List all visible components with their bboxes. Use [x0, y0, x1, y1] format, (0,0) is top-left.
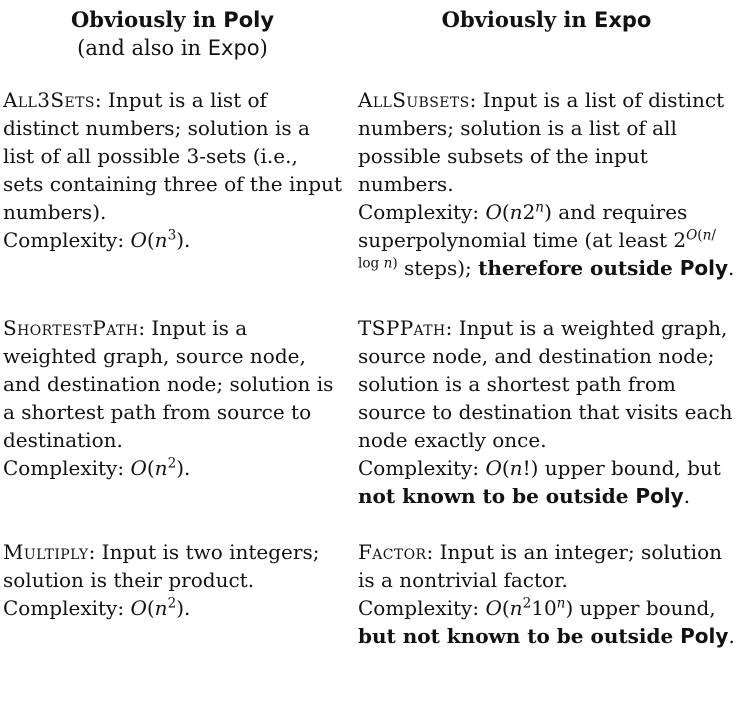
text-segment: (: [146, 228, 155, 252]
text-segment: not known to be outside: [358, 484, 636, 508]
poly-label: Poly: [680, 624, 729, 648]
table-row-3: [0, 538, 737, 650]
problem-description: [3, 538, 342, 594]
text-segment: .: [728, 624, 735, 648]
text-segment: .: [728, 256, 735, 280]
text-segment: ) and requires superpolynomial time (at least: [358, 200, 688, 252]
text-segment: n: [383, 255, 393, 272]
text-segment: ).: [176, 456, 191, 480]
text-segment: steps);: [397, 256, 479, 280]
text-segment: Obviously in: [70, 7, 224, 32]
text-segment: O: [130, 228, 147, 252]
text-segment: n: [556, 595, 566, 612]
text-segment: (: [501, 456, 510, 480]
problem-complexity: [358, 454, 735, 510]
problem-complexity: [3, 594, 342, 622]
problem-cell-shortestpath: [0, 314, 358, 510]
text-segment: n: [154, 596, 168, 620]
text-segment: O: [130, 456, 147, 480]
problem-name: Multiply: [3, 540, 89, 564]
text-segment: 2: [167, 455, 177, 472]
header-left-line1: [3, 6, 342, 34]
text-segment: Complexity:: [358, 456, 486, 480]
text-segment: 2: [522, 595, 532, 612]
problem-name: All3Sets: [3, 88, 95, 112]
text-segment: ).: [176, 596, 191, 620]
text-segment: n: [509, 596, 523, 620]
text-segment: 2: [522, 200, 536, 224]
text-segment: (: [501, 596, 510, 620]
text-segment: but not known to be outside: [358, 624, 681, 648]
text-segment: (: [146, 456, 155, 480]
text-segment: O: [485, 456, 502, 480]
text-segment: !) upper bound, but: [522, 456, 721, 480]
problem-complexity: [358, 198, 735, 282]
text-segment: Complexity:: [358, 200, 486, 224]
problem-name: AllSubsets: [358, 88, 470, 112]
text-segment: ): [392, 255, 398, 272]
problem-name: ShortestPath: [3, 316, 139, 340]
text-segment: n: [154, 456, 168, 480]
text-segment: : Input is a list of distinct numbers; solution is a list of all possible 3-sets (i.e., sets containing three of the input numbers).: [3, 88, 342, 224]
problem-cell-allsubsets: [358, 86, 737, 282]
problem-cell-multiply: [0, 538, 358, 650]
expo-label: Expo: [593, 8, 652, 32]
text-segment: Complexity:: [3, 228, 131, 252]
table-row-1: [0, 86, 737, 282]
problem-description: [3, 314, 342, 454]
text-segment: 2: [673, 228, 687, 252]
text-segment: therefore outside: [478, 256, 680, 280]
text-segment: n: [509, 200, 523, 224]
text-segment: : Input is a list of distinct numbers; solution is a list of all possible subsets of the input numbers.: [358, 88, 725, 196]
text-segment: (: [146, 596, 155, 620]
text-segment: (: [501, 200, 510, 224]
problem-complexity: [358, 594, 735, 650]
text-segment: O: [485, 596, 502, 620]
text-segment: Complexity:: [358, 596, 486, 620]
text-segment: : Input is two integers; solution is their product.: [3, 540, 320, 592]
text-segment: (: [697, 227, 703, 244]
text-segment: O: [130, 596, 147, 620]
text-segment: n: [535, 199, 545, 216]
text-segment: O: [686, 227, 698, 244]
text-segment: ) upper bound,: [565, 596, 716, 620]
problem-name: TSPPath: [358, 316, 446, 340]
header-right-line1: [358, 6, 735, 34]
text-segment: : Input is a weighted graph, source node, and destination node; solution is a shortest path from source to destination.: [3, 316, 334, 452]
problem-description: [3, 86, 342, 226]
poly-label: Poly: [223, 8, 275, 32]
text-segment: n: [509, 456, 523, 480]
header-left-poly: [0, 6, 358, 62]
text-segment: ): [259, 36, 268, 60]
text-segment: (and also in: [77, 36, 208, 60]
text-segment: Obviously in: [441, 7, 594, 32]
text-segment: .: [683, 484, 691, 508]
text-segment: n: [154, 228, 168, 252]
poly-label: Poly: [635, 484, 684, 508]
text-segment: / log: [358, 227, 716, 272]
problem-cell-all3sets: [0, 86, 358, 282]
text-segment: n: [702, 227, 712, 244]
expo-label: Expo: [207, 36, 260, 60]
text-segment: : Input is a weighted graph, source node, and destination node; solution is a shortest path from source to destination that visits each node exactly once.: [358, 316, 733, 452]
header-left-line2: [3, 34, 342, 62]
text-segment: ).: [176, 228, 191, 252]
text-segment: : Input is an integer; solution is a nontrivial factor.: [358, 540, 722, 592]
poly-label: Poly: [679, 256, 728, 280]
problem-complexity: [3, 454, 342, 482]
problem-description: [358, 538, 735, 594]
problem-description: [358, 314, 735, 454]
table-header: [0, 6, 737, 62]
text-segment: Complexity:: [3, 456, 131, 480]
problem-name: Factor: [358, 540, 427, 564]
problem-complexity: [3, 226, 342, 254]
header-right-expo: [358, 6, 737, 62]
text-segment: 3: [167, 227, 177, 244]
table-row-2: [0, 314, 737, 510]
text-segment: Complexity:: [3, 596, 131, 620]
text-segment: 10: [531, 596, 557, 620]
problem-description: [358, 86, 735, 198]
text-segment: O: [485, 200, 502, 224]
problem-cell-factor: [358, 538, 737, 650]
problem-cell-tsppath: [358, 314, 737, 510]
text-segment: 2: [167, 595, 177, 612]
